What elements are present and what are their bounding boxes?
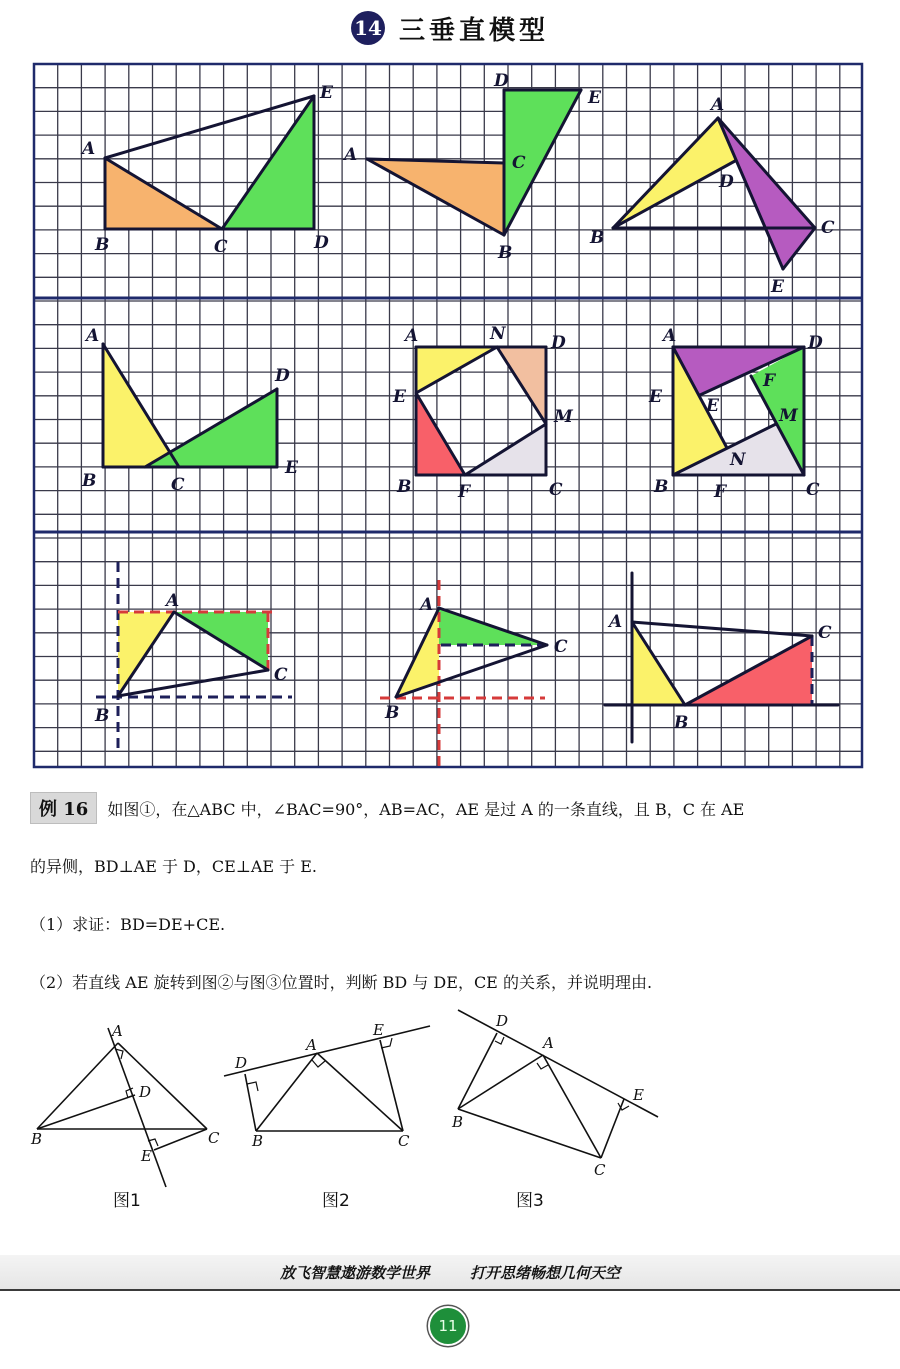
figure-caption: 图2: [322, 1191, 350, 1211]
point-label: B: [498, 243, 513, 263]
right-angle-mark: [381, 1038, 392, 1048]
point-label: D: [551, 333, 566, 353]
point-label: E: [588, 88, 601, 108]
point-label: E: [771, 277, 784, 297]
point-label: D: [496, 1012, 509, 1030]
point-label: E: [373, 1021, 384, 1039]
segment: [458, 1033, 497, 1109]
page-number: 11: [428, 1306, 468, 1346]
figure-3: [451, 1010, 658, 1211]
point-label: B: [385, 703, 400, 723]
figure-2: [224, 1021, 430, 1211]
footer-band: [0, 1255, 900, 1291]
example-statement-2: 的异侧，BD⊥AE 于 D，CE⊥AE 于 E.: [30, 857, 318, 876]
segment: [256, 1053, 317, 1131]
point-label: E: [285, 458, 298, 478]
point-label: B: [31, 1130, 43, 1148]
point-label: E: [706, 396, 719, 416]
point-label: N: [730, 450, 746, 470]
point-label: B: [252, 1132, 264, 1150]
section-number-badge: 14: [351, 11, 385, 45]
segment: [458, 1055, 543, 1109]
footer-slogan-right: 打开思绪畅想几何天空: [470, 1263, 621, 1282]
point-label: A: [86, 326, 100, 346]
point-label: F: [763, 371, 776, 391]
point-label: C: [398, 1132, 410, 1150]
segment: [108, 1028, 166, 1187]
point-label: A: [166, 591, 180, 611]
segment: [37, 1043, 118, 1129]
point-label: E: [633, 1086, 644, 1104]
point-label: F: [458, 482, 471, 502]
figure-1: [30, 1022, 220, 1211]
point-label: D: [235, 1054, 248, 1072]
example-badge: 例 16: [30, 792, 97, 824]
example-statement-1: 如图①，在△ABC 中，∠BAC=90°，AB=AC，AE 是过 A 的一条直线，且 B，C 在 AE: [107, 800, 745, 819]
point-label: M: [554, 407, 573, 427]
segment: [154, 1129, 207, 1150]
point-label: A: [543, 1034, 554, 1052]
point-label: D: [275, 366, 290, 386]
point-label: F: [714, 482, 727, 502]
segment: [380, 1040, 403, 1131]
point-label: E: [393, 387, 406, 407]
point-label: C: [274, 665, 288, 685]
right-angle-mark: [495, 1037, 504, 1044]
segment: [224, 1026, 430, 1076]
segment: [118, 1043, 207, 1129]
segment: [37, 1095, 135, 1129]
point-label: E: [649, 387, 662, 407]
figure-caption: 图1: [113, 1191, 141, 1211]
footer-slogan-left: 放飞智慧遨游数学世界: [279, 1263, 430, 1282]
segment: [458, 1010, 658, 1117]
point-label: A: [711, 95, 725, 115]
question-1: （1）求证：BD=DE+CE.: [30, 915, 226, 934]
point-label: A: [112, 1022, 123, 1040]
point-label: A: [609, 612, 623, 632]
point-label: B: [654, 477, 669, 497]
page-title: 三垂直模型: [398, 15, 549, 46]
question-2: （2）若直线 AE 旋转到图②与图③位置时，判断 BD 与 DE，CE 的关系，并说明理由.: [30, 973, 653, 992]
point-label: C: [208, 1129, 220, 1147]
segment: [317, 1053, 403, 1131]
point-label: C: [594, 1161, 606, 1179]
point-label: A: [344, 145, 358, 165]
point-label: C: [806, 480, 820, 500]
right-angle-mark: [312, 1060, 325, 1067]
figure-caption: 图3: [516, 1191, 544, 1211]
segment: [458, 1109, 601, 1158]
point-label: A: [82, 139, 96, 159]
point-label: D: [719, 172, 734, 192]
point-label: B: [95, 706, 110, 726]
point-label: C: [214, 237, 228, 257]
point-label: C: [554, 637, 568, 657]
point-label: D: [808, 333, 823, 353]
point-label: B: [590, 228, 605, 248]
point-label: B: [397, 477, 412, 497]
point-label: C: [821, 218, 835, 238]
point-label: C: [549, 480, 563, 500]
point-label: B: [95, 235, 110, 255]
point-label: A: [420, 595, 434, 615]
point-label: D: [139, 1083, 152, 1101]
point-label: C: [171, 475, 185, 495]
point-label: C: [512, 153, 526, 173]
point-label: A: [663, 326, 677, 346]
point-label: E: [141, 1147, 152, 1165]
point-label: N: [490, 324, 506, 344]
point-label: E: [320, 83, 333, 103]
point-label: B: [452, 1113, 464, 1131]
point-label: B: [82, 471, 97, 491]
point-label: D: [494, 71, 509, 91]
point-label: C: [818, 623, 832, 643]
point-label: A: [405, 326, 419, 346]
point-label: A: [306, 1036, 317, 1054]
point-label: D: [314, 233, 329, 253]
point-label: M: [779, 406, 798, 426]
right-angle-mark: [537, 1063, 548, 1069]
point-label: B: [674, 713, 689, 733]
